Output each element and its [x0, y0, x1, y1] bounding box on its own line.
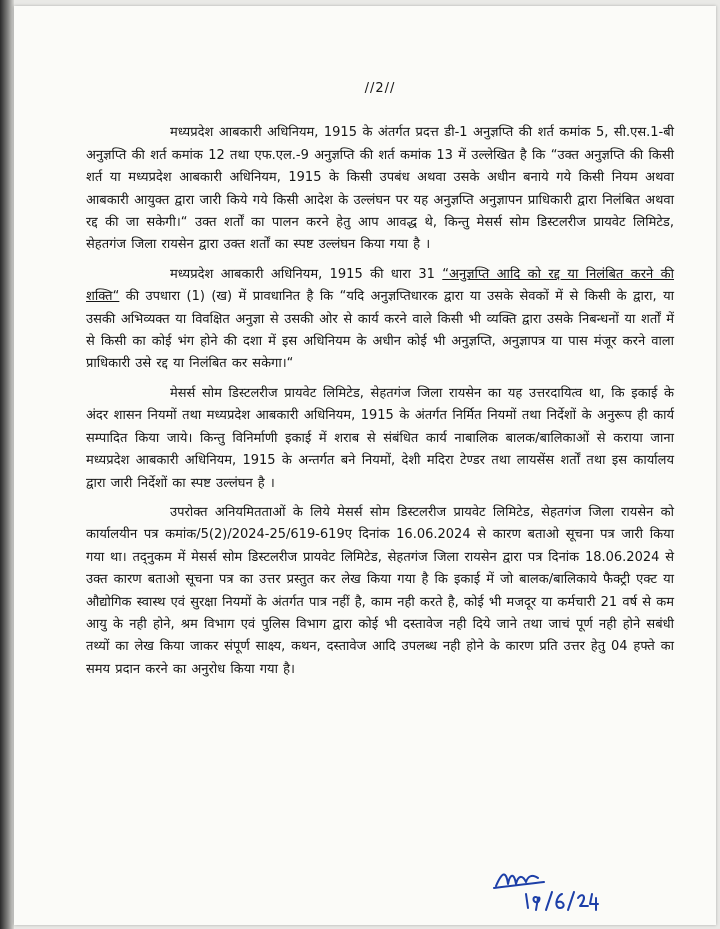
scan-left-edge [0, 0, 14, 929]
paragraph-license-conditions: मध्यप्रदेश आबकारी अधिनियम, 1915 के अंतर्गत प्रदत्त डी-1 अनुज्ञप्ति की शर्त कमांक 5, सी.एस.1-बी अनुज्ञप्ति की शर्त कमांक 12 तथा एफ.एल.-9 अनुज्ञप्ति की शर्त कमांक 13 में उल्लेखित है कि “उक्त अनुज्ञप्ति की किसी शर्त या मध्यप्रदेश आबकारी अधिनियम, 1915 के किसी उपबंध अथवा उसके अधीन बनाये गये किसी नियम अथवा आबकारी आयुक्त द्वारा जारी किये गये किसी आदेश के उल्लंघन पर यह अनुज्ञप्ति अनुज्ञापन प्राधिकारी द्वारा निलंबित अथवा रद्द की जा सकेगी।“ उक्त शर्तों का पालन करने हेतु आप आवद्ध थे, किन्तु मेसर्स सोम डिस्टलरीज प्रायवेट लिमिटेड, सेहतगंज जिला रायसेन द्वारा उक्त शर्तों का स्पष्ट उल्लंघन किया गया है । [86, 125, 674, 253]
document-page [14, 6, 716, 925]
signature-drawing [492, 864, 612, 914]
section-31-intro: मध्यप्रदेश आबकारी अधिनियम, 1915 की धारा 31 [170, 266, 443, 282]
paragraph-show-cause-notice: उपरोक्त अनियमितताओं के लिये मेसर्स सोम डिस्टलरीज प्रायवेट लिमिटेड, सेहतगंज जिला रायसेन को कार्यालयीन पत्र कमांक/5(2)/2024-25/619-619ए दिनांक 16.06.2024 से कारण बताओ सूचना पत्र जारी किया गया था। तद्नुकम में मेसर्स सोम डिस्टलरीज प्रायवेट लिमिटेड, सेहतगंज जिला रायसेन द्वारा पत्र दिनांक 18.06.2024 से उक्त कारण बताओ सूचना पत्र का उत्तर प्रस्तुत कर लेख किया गया है कि इकाई में जो बालक/बालिकाये फैक्ट्री एक्ट या औद्योगिक स्वास्थ एवं सुरक्षा नियमों के अंतर्गत पात्र नहीं है, काम नही करते है, कोई भी मजदूर या कर्मचारी 21 वर्ष से कम आयु के नही होने, श्रम विभाग एवं पुलिस विभाग द्वारा कोई भी दस्तावेज नही दिये जाने तथा जाचं पूर्ण नही होने सबंधी तथ्यों का लेख किया जाकर संपूर्ण साक्ष्य, कथन, दस्तावेज आदि उपलब्ध नही होने के कारण प्रति उत्तर हेतु 04 हफ्ते का समय प्रदान करने का अनुरोध किया गया है। [86, 504, 674, 677]
document-body [86, 24, 674, 688]
handwritten-signature [492, 864, 612, 914]
page-number: //2// [364, 81, 396, 96]
section-31-body: की उपधारा (1) (ख) में प्रावधानित है कि “यदि अनुज्ञप्तिधारक द्वारा या उसके सेवकों में से किसी के द्वारा, या उसकी अभिव्यक्त या विवक्षित अनुज्ञा से उसकी ओर से कार्य करने वाले किसी भी व्यक्ति द्वारा उसके निबन्धनों या शर्तों में से किसी का कोई भंग होने की दशा में इस अधिनियम के अधीन कोई भी अनुज्ञप्ति, अनुज्ञापत्र या पास मंजूर करने वाला प्राधिकारी उसे रद्द या निलंबित कर सकेगा।“ [86, 289, 674, 372]
paragraph-responsibility: मेसर्स सोम डिस्टलरीज प्रायवेट लिमिटेड, सेहतगंज जिला रायसेन का यह उत्तरदायित्व था, कि इकाई के अंदर शासन नियमों तथा मध्यप्रदेश आबकारी अधिनियम, 1915 के अंतर्गत निर्मित नियमों तथा निर्देशों के अनुरूप ही कार्य सम्पादित किया जाये। किन्तु विनिर्माणी इकाई में शराब से संबंधित कार्य नाबालिक बालक/बालिकाओं से कराया जाना मध्यप्रदेश आबकारी अधिनियम, 1915 के अन्तर्गत बने नियमों, देशी मदिरा टेण्डर तथा लायसेंस शर्तों तथा इस कार्यालय द्वारा जारी निर्देशों का स्पष्ट उल्लंघन है । [86, 385, 674, 491]
section-31-title: “अनुज्ञप्ति आदि को रद्द या निलंबित करने की शक्ति“ [86, 266, 675, 305]
paragraph-section-31 [86, 264, 674, 376]
